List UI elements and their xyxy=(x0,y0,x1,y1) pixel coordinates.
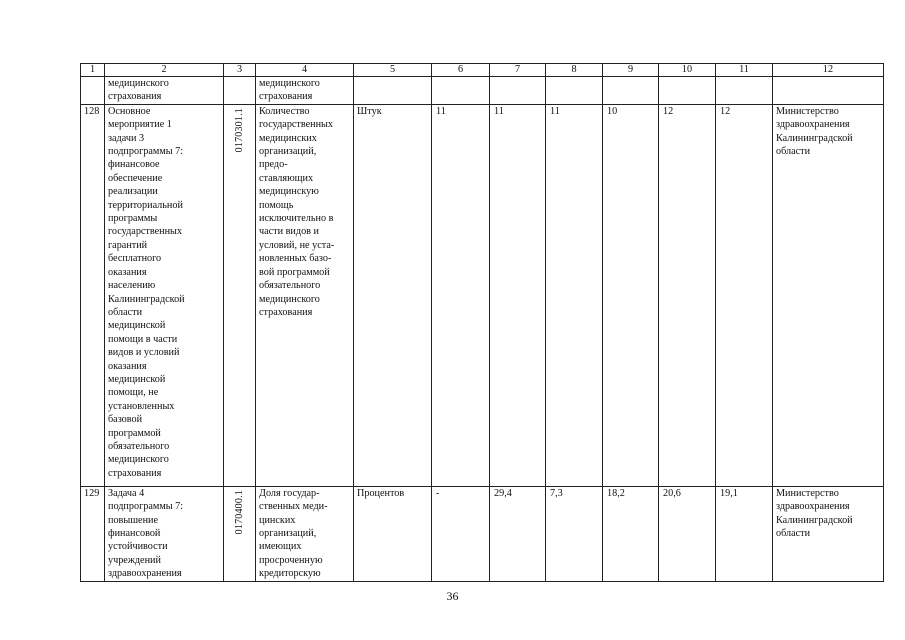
col-header: 6 xyxy=(432,64,490,77)
unit: Процентов xyxy=(354,486,432,581)
value-cell: 11 xyxy=(546,104,603,486)
activity-name: Задача 4 подпрограммы 7: повышение финансовой устойчивости учреждений здравоохранения xyxy=(105,486,224,581)
header-row xyxy=(81,64,884,77)
col-header: 9 xyxy=(603,64,659,77)
page-number: 36 xyxy=(446,589,459,603)
value-cell: 10 xyxy=(603,104,659,486)
value-cell: 20,6 xyxy=(659,486,716,581)
col-header: 12 xyxy=(773,64,884,77)
cont-cell xyxy=(490,77,546,105)
cont-cell xyxy=(773,77,884,105)
executor: Министерство здравоохранения Калининградской области xyxy=(773,486,884,581)
cont-indicator: медицинского страхования xyxy=(256,77,354,105)
cont-cell xyxy=(354,77,432,105)
col-header: 8 xyxy=(546,64,603,77)
value-cell: 11 xyxy=(490,104,546,486)
indicators-table xyxy=(80,63,884,582)
cont-cell xyxy=(224,77,256,105)
value-cell: 12 xyxy=(716,104,773,486)
col-header: 10 xyxy=(659,64,716,77)
col-header: 5 xyxy=(354,64,432,77)
unit: Штук xyxy=(354,104,432,486)
value-cell: - xyxy=(432,486,490,581)
cont-name: медицинского страхования xyxy=(105,77,224,105)
row-number: 129 xyxy=(81,486,105,581)
col-header: 7 xyxy=(490,64,546,77)
col-header: 3 xyxy=(224,64,256,77)
value-cell: 18,2 xyxy=(603,486,659,581)
col-header: 1 xyxy=(81,64,105,77)
budget-code: 0170400.1 xyxy=(224,486,256,581)
cont-cell xyxy=(81,77,105,105)
col-header: 4 xyxy=(256,64,354,77)
value-cell: 7,3 xyxy=(546,486,603,581)
cont-cell xyxy=(603,77,659,105)
indicator-name: Количество государственных медицинских организаций, предо- ставляющих медицинскую помощь исключительно в части видов и условий, не уста- новленных базо- вой программой обязательного медицинского страхования xyxy=(256,104,354,486)
table-row xyxy=(81,104,884,486)
cont-cell xyxy=(432,77,490,105)
budget-code: 0170301.1 xyxy=(224,104,256,486)
value-cell: 19,1 xyxy=(716,486,773,581)
row-number: 128 xyxy=(81,104,105,486)
value-cell: 12 xyxy=(659,104,716,486)
value-cell: 29,4 xyxy=(490,486,546,581)
cont-cell xyxy=(546,77,603,105)
continuation-row xyxy=(81,77,884,105)
col-header: 2 xyxy=(105,64,224,77)
cont-cell xyxy=(716,77,773,105)
cont-cell xyxy=(659,77,716,105)
value-cell: 11 xyxy=(432,104,490,486)
indicator-name: Доля государ- ственных меди- цинских организаций, имеющих просроченную кредиторскую xyxy=(256,486,354,581)
col-header: 11 xyxy=(716,64,773,77)
activity-name: Основное мероприятие 1 задачи 3 подпрограммы 7: финансовое обеспечение реализации территориальной программы государственных гарантий бесплатного оказания населению Калининградской области медицинской помощи в части видов и условий оказания медицинской помощи, не установленных базовой программой обязательного медицинского страхования xyxy=(105,104,224,486)
executor: Министерство здравоохранения Калининградской области xyxy=(773,104,884,486)
table-row xyxy=(81,486,884,581)
